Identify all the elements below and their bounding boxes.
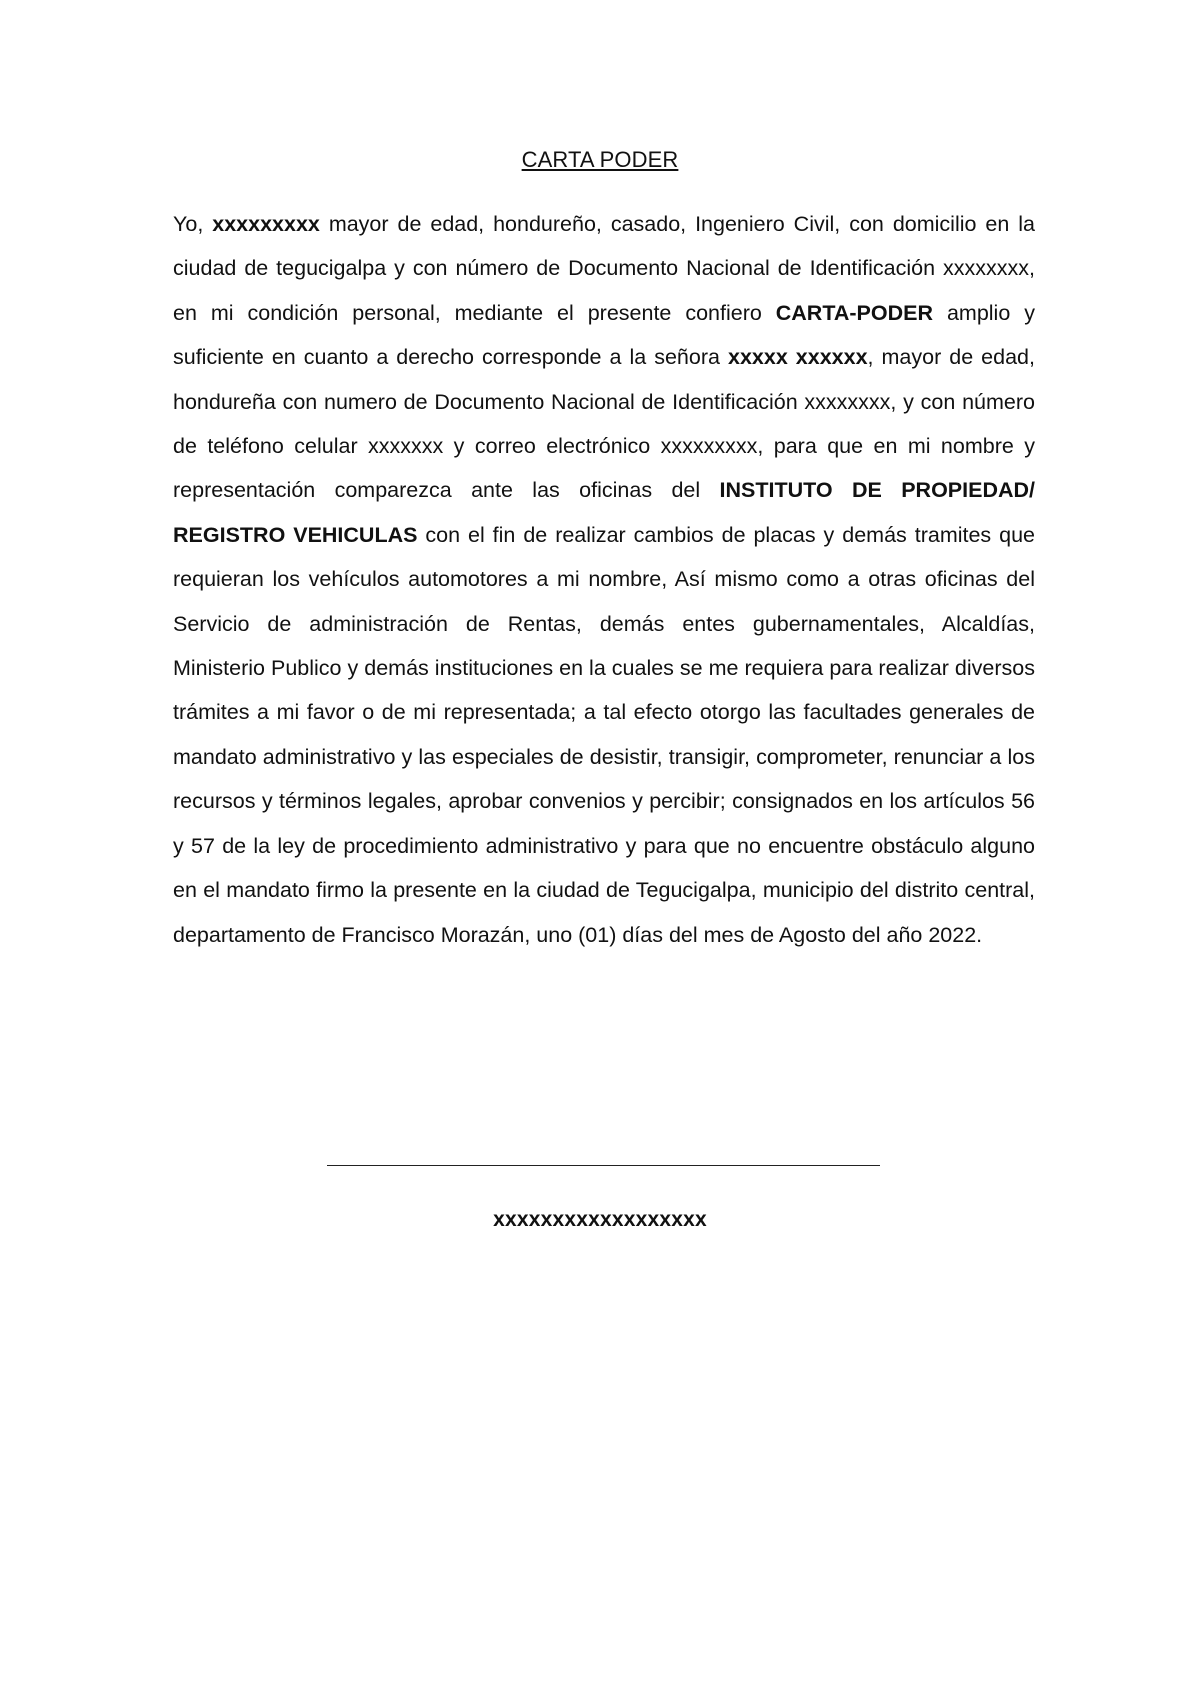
text-run: con el fin de realizar cambios de placas y demás tramites que requieran los vehículos automotores a mi nombre, Así mismo como a otras oficinas del Servicio de administración de Rentas, demás entes gubernamentales, Alcaldías, Ministerio Publico y demás instituciones en la cuales se me requiera para realizar diversos trámites a mi favor o de mi representada; a tal efecto otorgo las facultades generales de mandato administrativo y las especiales de desistir, transigir, comprometer, renunciar a los recursos y términos legales, aprobar convenios y percibir; consignados en los artículos 56 y 57 de la ley de procedimiento administrativo y para que no encuentre obstáculo alguno en el mandato firmo la presente en la ciudad de Tegucigalpa, municipio del distrito central, departamento de Francisco Morazán, uno (01) días del mes de Agosto del año 2022. <box>173 522 1035 947</box>
text-run: mayor de edad, hondureño, casado, Ingeniero Civil, con domicilio en la ciudad de tegucigalpa y con número de Documento Nacional de Identificación xxxxxxxx, en mi condición personal, mediante el presente confiero <box>173 212 1035 325</box>
carta-poder-term: CARTA-PODER <box>775 300 934 325</box>
text-run: Yo, <box>173 212 213 236</box>
institution-name: INSTITUTO DE PROPIEDAD/ REGISTRO VEHICULAS <box>173 478 1036 547</box>
body-paragraph <box>173 202 1035 957</box>
text-run: amplio y suficiente en cuanto a derecho corresponde a la señora <box>173 300 1035 370</box>
attorney-name: xxxxx xxxxxx <box>727 345 868 370</box>
signature-line <box>327 1165 880 1166</box>
signature-name: xxxxxxxxxxxxxxxxxx <box>493 1208 707 1231</box>
text-run: , mayor de edad, hondureña con numero de Documento Nacional de Identificación xxxxxxxx, y con número de teléfono celular xxxxxxx y correo electrónico xxxxxxxxx, para que en mi nombre y representación comparezca ante las oficinas del <box>173 345 1035 503</box>
grantor-name: xxxxxxxxx <box>212 212 320 236</box>
document-title: CARTA PODER <box>521 147 679 172</box>
